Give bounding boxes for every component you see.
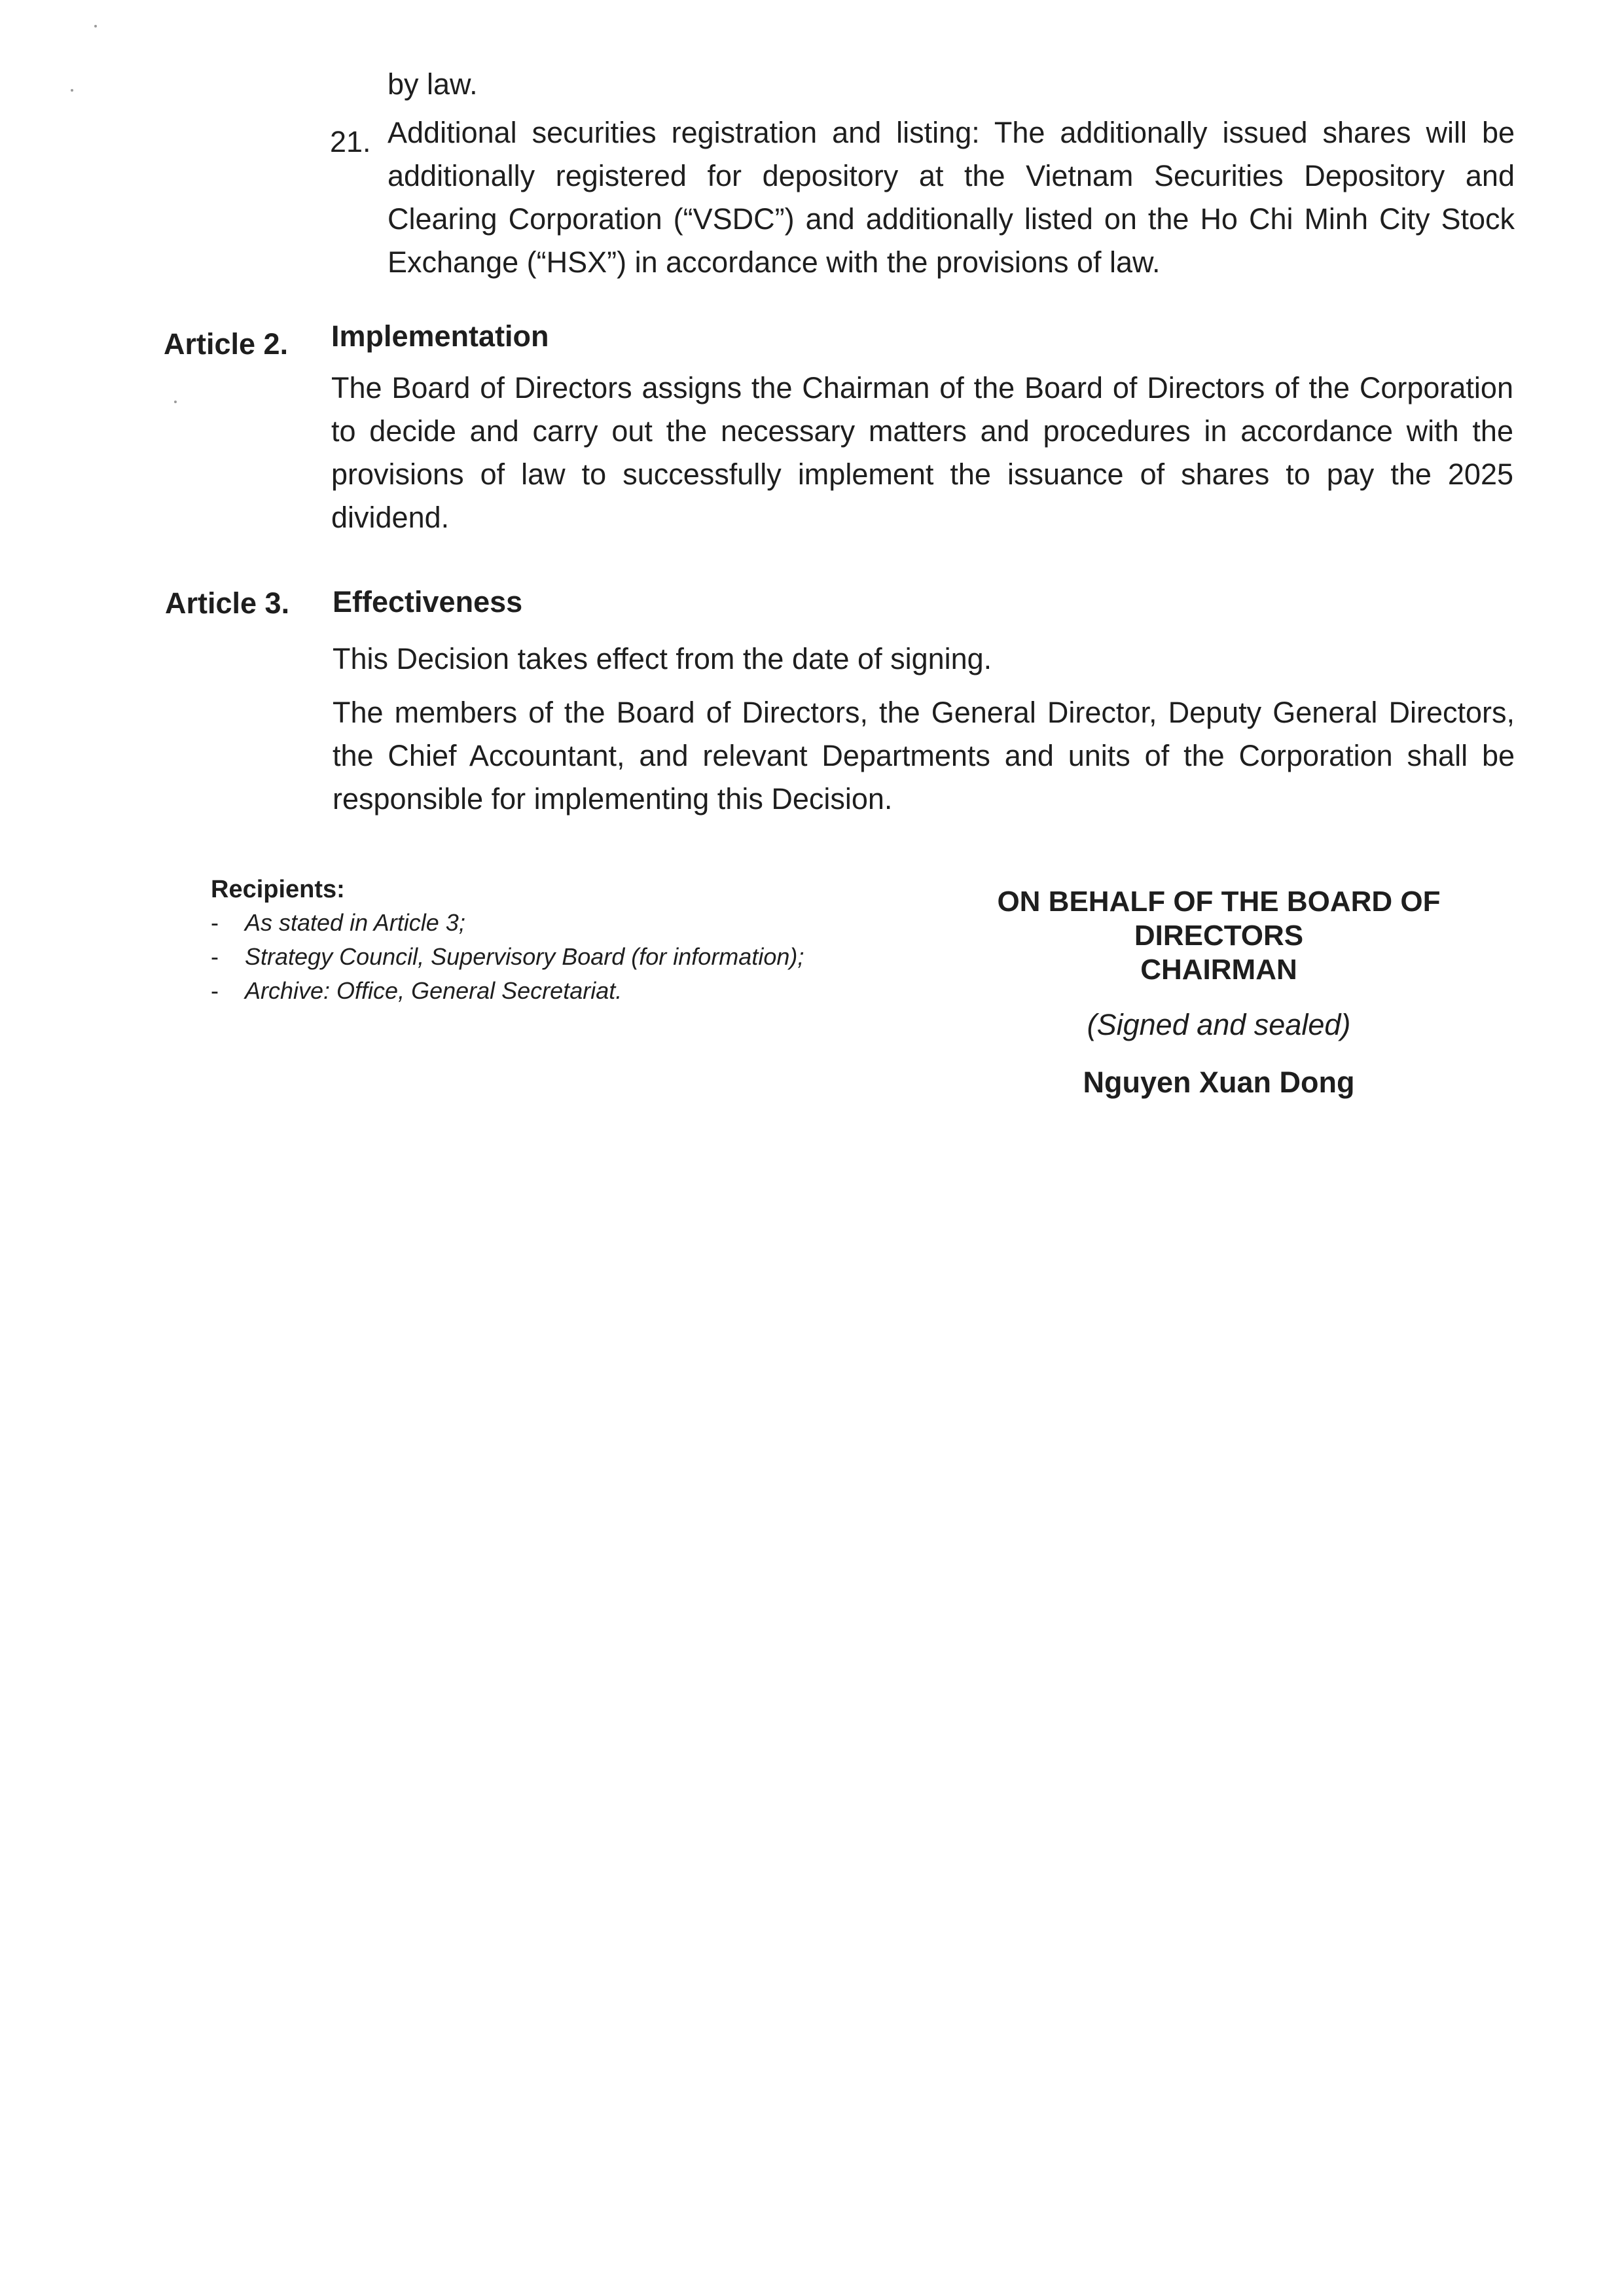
recipient-item — [211, 906, 804, 940]
signature-heading-line-2: DIRECTORS — [1134, 920, 1304, 952]
list-dash: - — [211, 943, 219, 970]
list-dash: - — [211, 909, 219, 936]
continuation-text: by law. — [388, 67, 478, 101]
list-item-number: 21. — [330, 125, 371, 158]
signatory-name: Nguyen Xuan Dong — [1083, 1066, 1355, 1099]
article-3-label: Article 3. — [165, 586, 290, 620]
recipient-item — [211, 940, 804, 974]
signature-heading-line-3: CHAIRMAN — [1140, 954, 1297, 986]
list-dash: - — [211, 977, 219, 1004]
signature-note: (Signed and sealed) — [1087, 1008, 1351, 1041]
signature-heading-line-1: ON BEHALF OF THE BOARD OF — [997, 886, 1441, 918]
signature-block — [937, 885, 1500, 1100]
scan-speck — [94, 25, 97, 27]
scan-speck — [71, 89, 73, 92]
list-item-21-text: Additional securities registration and listing: The additionally issued shares will be additionally registered for depository at the Vietnam Securities Depository and Clearing Corporation (“VSDC”) and additionally listed on the Ho Chi Minh City Stock Exchange (“HSX”) in accordance with the provisions of law. — [388, 116, 1515, 279]
article-3-paragraph-1: This Decision takes effect from the date of signing. — [333, 642, 992, 675]
recipient-text: As stated in Article 3; — [245, 909, 465, 936]
article-2-label: Article 2. — [164, 327, 289, 361]
recipient-text: Archive: Office, General Secretariat. — [245, 977, 623, 1004]
article-2-paragraph: The Board of Directors assigns the Chairman of the Board of Directors of the Corporation to decide and carry out the necessary matters and procedures in accordance with the provisions of law to successfully implement the issuance of shares to pay the 2025 dividend. — [331, 371, 1513, 534]
recipients-title: Recipients: — [211, 876, 345, 903]
article-2-title: Implementation — [331, 319, 549, 353]
recipient-item — [211, 974, 804, 1008]
recipient-text: Strategy Council, Supervisory Board (for information); — [245, 943, 804, 970]
recipients-list — [211, 906, 804, 1008]
article-3-title: Effectiveness — [333, 585, 523, 619]
scan-speck — [174, 401, 177, 403]
article-3-paragraph-2: The members of the Board of Directors, the General Director, Deputy General Directors, the Chief Accountant, and relevant Departments and units of the Corporation shall be responsible for implementing this Decision. — [333, 696, 1515, 816]
